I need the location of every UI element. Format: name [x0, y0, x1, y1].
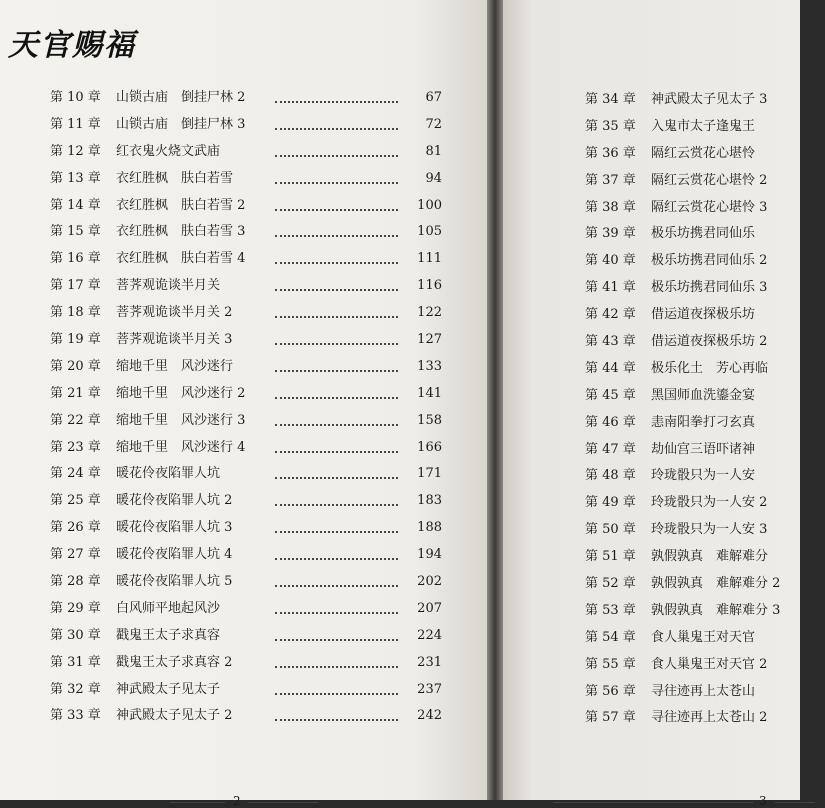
chapter-page-number: 133: [417, 358, 442, 374]
chapter-number: 第 54 章: [585, 629, 636, 645]
chapter-title: 玲珑骰只为一人安 2: [651, 495, 768, 511]
book-gutter: [487, 0, 503, 800]
toc-entry: [50, 246, 442, 273]
toc-entry: [585, 490, 825, 517]
chapter-title: 缩地千里 风沙迷行: [116, 358, 234, 374]
leader-dots: [275, 273, 398, 291]
chapter-page-number: 67: [425, 90, 442, 105]
toc-entry: [585, 248, 825, 275]
chapter-title: 菩荠观诡谈半月关 2: [116, 305, 233, 321]
chapter-page-number: 94: [425, 170, 442, 186]
chapter-number: 第 19 章: [50, 332, 101, 348]
chapter-number: 第 21 章: [50, 385, 101, 401]
chapter-number: 第 53 章: [585, 602, 636, 618]
toc-entry: [585, 356, 825, 383]
chapter-page-number: 237: [417, 681, 442, 697]
toc-entry: [585, 114, 825, 141]
chapter-title: 暖花伶夜陷罪人坑 4: [116, 547, 233, 563]
toc-entry: [50, 650, 442, 677]
chapter-title: 暖花伶夜陷罪人坑 2: [116, 493, 233, 509]
chapter-number: 第 29 章: [50, 600, 101, 616]
chapter-title: 孰假孰真 难解难分 3: [651, 602, 781, 618]
chapter-page-number: 81: [425, 143, 442, 159]
chapter-number: 第 42 章: [585, 307, 636, 323]
toc-entry: [585, 705, 825, 732]
chapter-title: 缩地千里 风沙迷行 4: [116, 439, 246, 455]
chapter-title: 极乐坊携君同仙乐 2: [651, 253, 768, 269]
toc-entry: [585, 625, 825, 652]
chapter-page-number: 100: [417, 197, 442, 213]
chapter-number: 第 27 章: [50, 547, 101, 563]
chapter-page-number: 224: [417, 627, 442, 643]
chapter-title: 隔红云赏花心堪怜 3: [651, 199, 768, 215]
chapter-page-number: 202: [417, 574, 442, 590]
leader-dots: [275, 300, 398, 318]
chapter-number: 第 47 章: [585, 441, 636, 457]
chapter-title: 极乐化土 芳心再临: [651, 360, 769, 376]
chapter-title: 山锁古庙 倒挂尸林 3: [116, 116, 246, 132]
toc-entry: [585, 141, 825, 168]
toc-entry: [585, 87, 825, 114]
chapter-number: 第 33 章: [50, 708, 101, 724]
chapter-title: 菩荠观诡谈半月关 3: [116, 332, 233, 348]
chapter-number: 第 31 章: [50, 654, 101, 670]
toc-entry: [50, 623, 442, 650]
toc-entry: [50, 435, 442, 462]
chapter-number: 第 49 章: [585, 495, 636, 511]
leader-dots: [275, 354, 398, 372]
chapter-title: 暖花伶夜陷罪人坑 3: [116, 520, 233, 536]
chapter-number: 第 51 章: [585, 549, 636, 565]
chapter-number: 第 57 章: [585, 710, 636, 726]
chapter-number: 第 55 章: [585, 656, 636, 672]
chapter-number: 第 16 章: [50, 251, 101, 267]
chapter-title: 玲珑骰只为一人安: [651, 468, 756, 484]
toc-entry: [50, 85, 442, 112]
chapter-page-number: 171: [417, 466, 442, 482]
leader-dots: [275, 596, 398, 614]
toc-entry: [585, 410, 825, 437]
chapter-number: 第 50 章: [585, 522, 636, 538]
chapter-number: 第 43 章: [585, 334, 636, 350]
toc-entry: [50, 327, 442, 354]
toc-entry: [585, 679, 825, 706]
chapter-title: 隔红云赏花心堪怜 2: [651, 172, 768, 188]
right-page-number: 3: [759, 794, 767, 808]
chapter-title: 山锁古庙 倒挂尸林 2: [116, 90, 246, 105]
leader-dots: [275, 488, 398, 506]
toc-entry: [585, 517, 825, 544]
chapter-number: 第 36 章: [585, 145, 636, 161]
book-title: 天官赐福: [8, 28, 136, 63]
chapter-page-number: 122: [417, 305, 442, 321]
leader-dots: [275, 461, 398, 479]
toc-entry: [50, 488, 442, 515]
leader-dots: [275, 650, 398, 668]
leader-dots: [275, 623, 398, 641]
chapter-title: 借运道夜探极乐坊: [651, 307, 756, 323]
chapter-number: 第 48 章: [585, 468, 636, 484]
leader-dots: [275, 139, 398, 157]
chapter-page-number: 242: [417, 708, 442, 724]
chapter-number: 第 14 章: [50, 197, 101, 213]
chapter-number: 第 37 章: [585, 172, 636, 188]
left-page-number: 2: [233, 794, 241, 808]
chapter-page-number: 127: [417, 332, 442, 348]
leader-dots: [275, 569, 398, 587]
chapter-number: 第 35 章: [585, 118, 636, 134]
chapter-number: 第 13 章: [50, 170, 101, 186]
chapter-page-number: 231: [417, 654, 442, 670]
chapter-number: 第 23 章: [50, 439, 101, 455]
toc-entry: [50, 219, 442, 246]
chapter-title: 戳鬼王太子求真容: [116, 627, 221, 643]
leader-dots: [275, 327, 398, 345]
left-toc-list: [50, 85, 442, 730]
chapter-page-number: 188: [417, 520, 442, 536]
toc-entry: [585, 195, 825, 222]
chapter-number: 第 34 章: [585, 92, 636, 107]
leader-dots: [275, 435, 398, 453]
chapter-number: 第 15 章: [50, 224, 101, 240]
toc-entry: [585, 463, 825, 490]
chapter-title: 隔红云赏花心堪怜: [651, 145, 756, 161]
chapter-title: 衣红胜枫 肤白若雪 3: [116, 224, 246, 240]
chapter-page-number: 116: [417, 278, 442, 294]
chapter-number: 第 24 章: [50, 466, 101, 482]
toc-entry: [585, 383, 825, 410]
chapter-title: 白风师平地起风沙: [116, 600, 221, 616]
toc-entry: [50, 166, 442, 193]
chapter-number: 第 20 章: [50, 358, 101, 374]
chapter-title: 暖花伶夜陷罪人坑: [116, 466, 221, 482]
chapter-page-number: 141: [417, 385, 442, 401]
toc-entry: [585, 437, 825, 464]
chapter-number: 第 22 章: [50, 412, 101, 428]
chapter-number: 第 18 章: [50, 305, 101, 321]
leader-dots: [275, 112, 398, 130]
chapter-number: 第 10 章: [50, 90, 101, 105]
leader-dots: [275, 193, 398, 211]
chapter-number: 第 41 章: [585, 280, 636, 296]
chapter-page-number: 158: [417, 412, 442, 428]
toc-entry: [50, 542, 442, 569]
chapter-title: 红衣鬼火烧文武庙: [116, 143, 221, 159]
toc-entry: [50, 112, 442, 139]
toc-entry: [50, 408, 442, 435]
chapter-number: 第 52 章: [585, 576, 636, 592]
toc-entry: [50, 354, 442, 381]
toc-entry: [585, 329, 825, 356]
toc-entry: [50, 139, 442, 166]
toc-entry: [50, 703, 442, 730]
chapter-title: 菩荠观诡谈半月关: [116, 278, 221, 294]
chapter-page-number: 72: [425, 116, 442, 132]
chapter-title: 食人巢鬼王对天官: [651, 629, 756, 645]
chapter-title: 极乐坊携君同仙乐 3: [651, 280, 768, 296]
chapter-number: 第 26 章: [50, 520, 101, 536]
right-toc-list: [585, 87, 825, 732]
leader-dots: [275, 408, 398, 426]
toc-entry: [585, 302, 825, 329]
toc-entry: [585, 275, 825, 302]
chapter-number: 第 17 章: [50, 278, 101, 294]
chapter-number: 第 39 章: [585, 226, 636, 242]
chapter-title: 神武殿太子见太子 3: [651, 92, 768, 107]
chapter-number: 第 11 章: [50, 116, 101, 132]
leader-dots: [275, 381, 398, 399]
toc-entry: [50, 300, 442, 327]
toc-entry: [585, 652, 825, 679]
chapter-title: 黑国师血洗鎏金宴: [651, 387, 756, 403]
chapter-page-number: 207: [417, 600, 442, 616]
chapter-title: 衣红胜枫 肤白若雪 2: [116, 197, 246, 213]
chapter-number: 第 44 章: [585, 360, 636, 376]
toc-entry: [585, 168, 825, 195]
leader-dots: [275, 542, 398, 560]
chapter-page-number: 105: [417, 224, 442, 240]
chapter-title: 入鬼市太子逢鬼王: [651, 118, 756, 134]
chapter-title: 玲珑骰只为一人安 3: [651, 522, 768, 538]
chapter-title: 孰假孰真 难解难分: [651, 549, 769, 565]
toc-entry: [50, 193, 442, 220]
right-page: [503, 0, 800, 808]
leader-dots: [275, 246, 398, 264]
chapter-number: 第 46 章: [585, 414, 636, 430]
chapter-number: 第 28 章: [50, 574, 101, 590]
toc-entry: [585, 598, 825, 625]
chapter-title: 借运道夜探极乐坊 2: [651, 334, 768, 350]
chapter-number: 第 56 章: [585, 683, 636, 699]
leader-dots: [275, 219, 398, 237]
leader-dots: [275, 515, 398, 533]
chapter-page-number: 111: [417, 251, 442, 267]
chapter-number: 第 32 章: [50, 681, 101, 697]
leader-dots: [275, 166, 398, 184]
chapter-title: 寻往迹再上太苍山 2: [651, 710, 768, 726]
chapter-title: 恚南阳拳打刁玄真: [651, 414, 756, 430]
chapter-number: 第 45 章: [585, 387, 636, 403]
chapter-page-number: 183: [417, 493, 442, 509]
toc-entry: [585, 544, 825, 571]
chapter-title: 衣红胜枫 肤白若雪 4: [116, 251, 246, 267]
chapter-number: 第 25 章: [50, 493, 101, 509]
toc-entry: [50, 381, 442, 408]
chapter-title: 神武殿太子见太子: [116, 681, 221, 697]
chapter-title: 食人巢鬼王对天官 2: [651, 656, 768, 672]
leader-dots: [275, 85, 398, 103]
chapter-page-number: 166: [417, 439, 442, 455]
chapter-number: 第 38 章: [585, 199, 636, 215]
toc-entry: [50, 569, 442, 596]
chapter-title: 暖花伶夜陷罪人坑 5: [116, 574, 233, 590]
toc-entry: [50, 596, 442, 623]
toc-entry: [585, 571, 825, 598]
toc-entry: [50, 677, 442, 704]
chapter-number: 第 12 章: [50, 143, 101, 159]
toc-entry: [50, 515, 442, 542]
toc-entry: [50, 461, 442, 488]
leader-dots: [275, 677, 398, 695]
chapter-title: 缩地千里 风沙迷行 3: [116, 412, 246, 428]
chapter-title: 神武殿太子见太子 2: [116, 708, 233, 724]
chapter-number: 第 40 章: [585, 253, 636, 269]
chapter-number: 第 30 章: [50, 627, 101, 643]
chapter-title: 衣红胜枫 肤白若雪: [116, 170, 234, 186]
chapter-title: 极乐坊携君同仙乐: [651, 226, 756, 242]
chapter-title: 孰假孰真 难解难分 2: [651, 576, 781, 592]
chapter-title: 劫仙宫三语吓诸神: [651, 441, 756, 457]
toc-entry: [50, 273, 442, 300]
toc-entry: [585, 221, 825, 248]
chapter-title: 缩地千里 风沙迷行 2: [116, 385, 246, 401]
chapter-page-number: 194: [417, 547, 442, 563]
chapter-title: 戳鬼王太子求真容 2: [116, 654, 233, 670]
leader-dots: [275, 703, 398, 721]
chapter-title: 寻往迹再上太苍山: [651, 683, 756, 699]
